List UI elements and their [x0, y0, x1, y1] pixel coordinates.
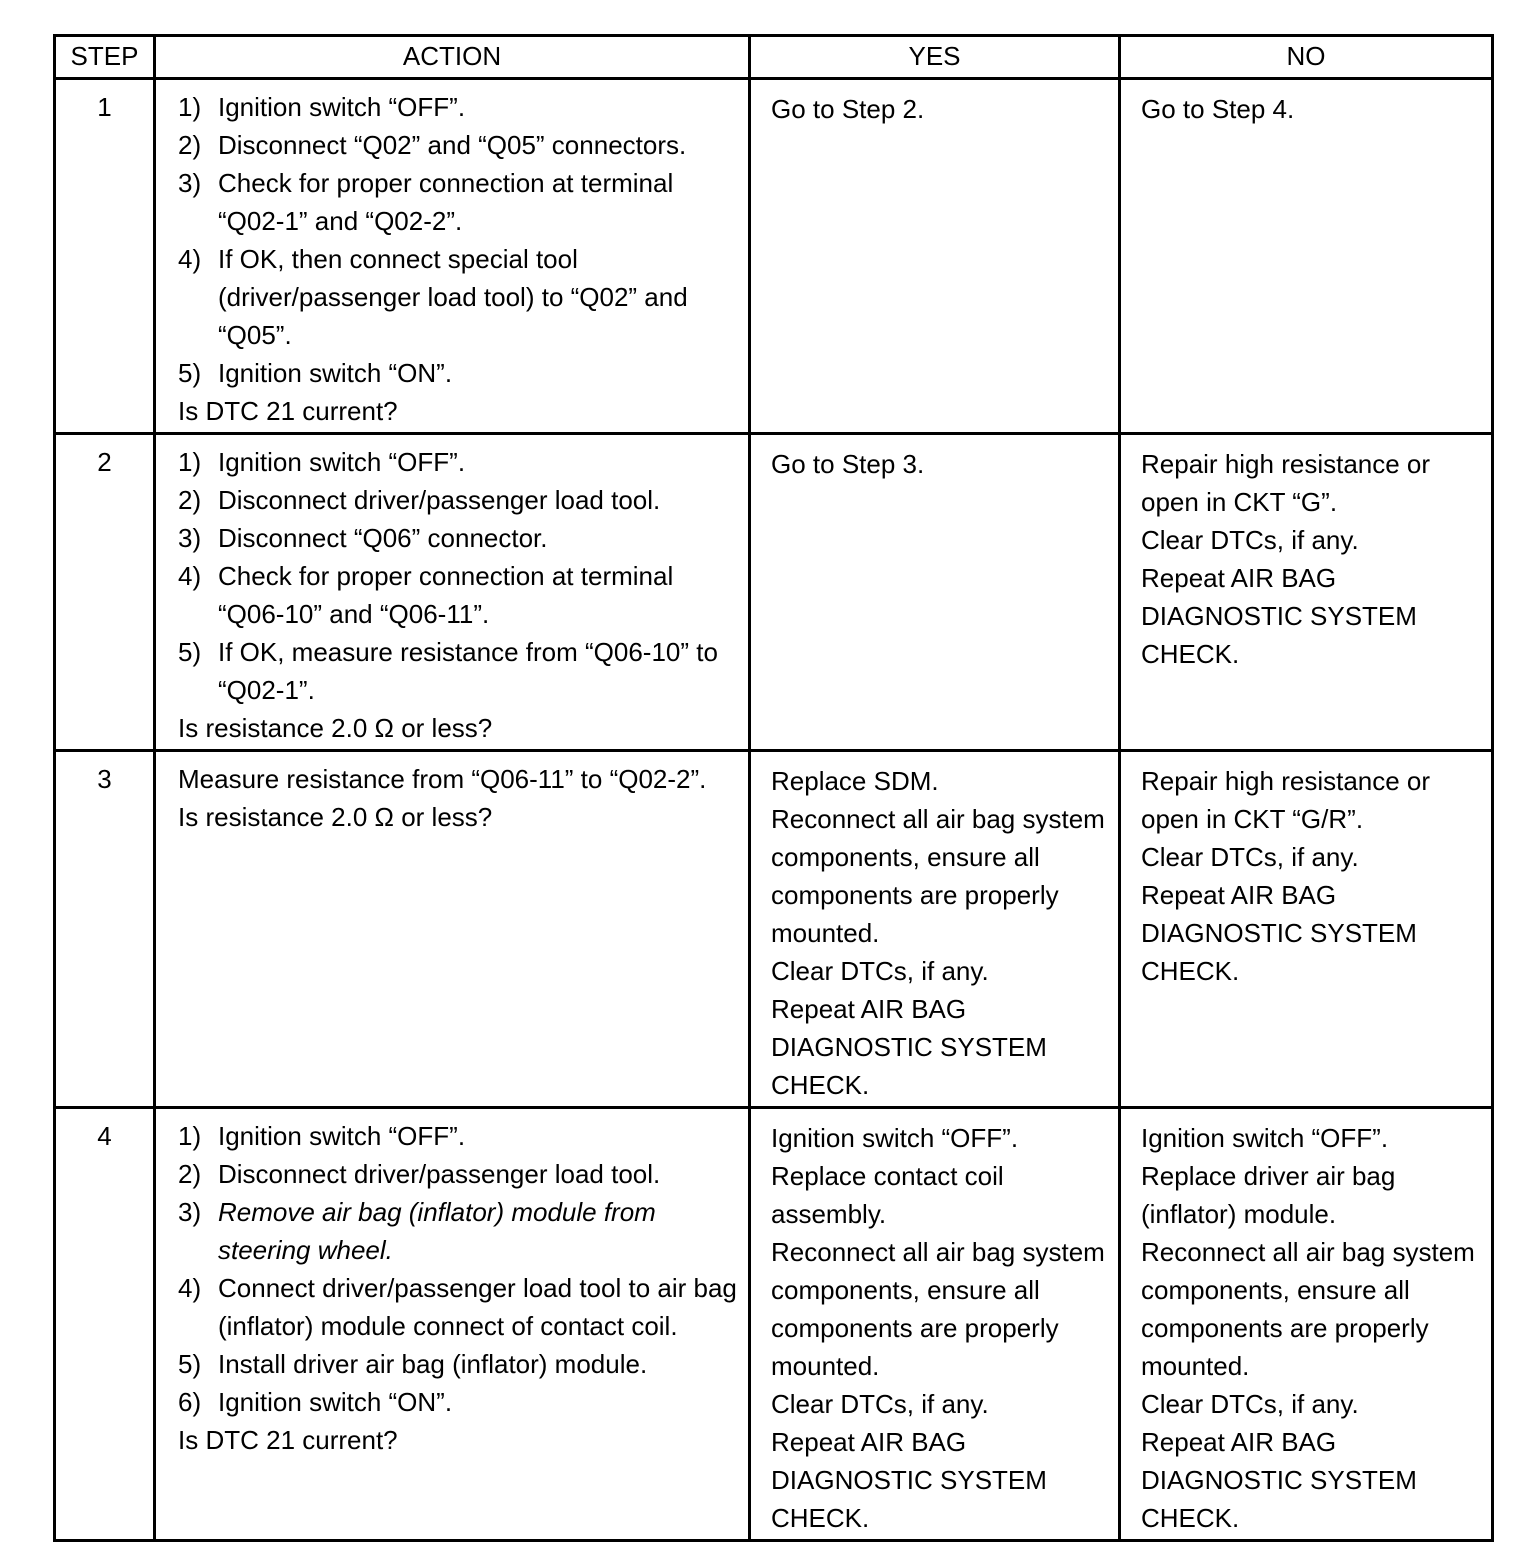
action-question: Is resistance 2.0 Ω or less? — [178, 713, 493, 743]
yes-text: Ignition switch “OFF”. — [771, 1123, 1019, 1153]
header-no: NO — [1120, 36, 1493, 79]
yes-text: Repeat AIR BAG DIAGNOSTIC SYSTEM CHECK. — [771, 994, 1047, 1100]
action-cell — [155, 434, 750, 751]
action-item: 4) Connect driver/passenger load tool to air bag (inflator) module connect of contact coil. — [178, 1273, 737, 1341]
action-cell — [155, 751, 750, 1108]
action-cell — [155, 1108, 750, 1541]
header-row — [55, 36, 1493, 79]
yes-text: Repeat AIR BAG DIAGNOSTIC SYSTEM CHECK. — [771, 1427, 1047, 1533]
yes-text: Clear DTCs, if any. — [771, 956, 989, 986]
action-item: 5) Install driver air bag (inflator) module. — [178, 1349, 648, 1379]
action-question: Is DTC 21 current? — [178, 1425, 398, 1455]
no-cell — [1120, 434, 1493, 751]
action-item: 5) If OK, measure resistance from “Q06-10” to “Q02-1”. — [178, 637, 718, 705]
action-list — [178, 443, 740, 709]
action-item: 2) Disconnect driver/passenger load tool. — [178, 1159, 661, 1189]
action-text: Measure resistance from “Q06-11” to “Q02-2”. — [178, 764, 707, 794]
yes-text: Clear DTCs, if any. — [771, 1389, 989, 1419]
yes-cell — [750, 751, 1120, 1108]
yes-text: Go to Step 3. — [771, 449, 925, 479]
no-text: Reconnect all air bag system components, ensure all components are properly mounted. — [1141, 1237, 1475, 1381]
yes-cell — [750, 79, 1120, 434]
yes-text: Reconnect all air bag system components, ensure all components are properly mounted. — [771, 804, 1105, 948]
header-step: STEP — [55, 36, 155, 79]
action-item: 2) Disconnect “Q02” and “Q05” connectors. — [178, 130, 687, 160]
no-text: Replace driver air bag (inflator) module. — [1141, 1161, 1396, 1229]
table-row-step-1 — [55, 79, 1493, 434]
no-text: Repair high resistance or open in CKT “G/R”. — [1141, 766, 1431, 834]
no-text: Repeat AIR BAG DIAGNOSTIC SYSTEM CHECK. — [1141, 1427, 1417, 1533]
action-item: 4) Check for proper connection at terminal “Q06-10” and “Q06-11”. — [178, 561, 674, 629]
step-number: 4 — [55, 1108, 155, 1541]
header-yes: YES — [750, 36, 1120, 79]
no-text: Ignition switch “OFF”. — [1141, 1123, 1389, 1153]
no-text: Repeat AIR BAG DIAGNOSTIC SYSTEM CHECK. — [1141, 563, 1417, 669]
no-text: Clear DTCs, if any. — [1141, 525, 1359, 555]
action-item: 3) Check for proper connection at terminal “Q02-1” and “Q02-2”. — [178, 168, 674, 236]
step-number: 3 — [55, 751, 155, 1108]
yes-text: Replace contact coil assembly. — [771, 1161, 1004, 1229]
yes-text: Reconnect all air bag system components, ensure all components are properly mounted. — [771, 1237, 1105, 1381]
step-number: 2 — [55, 434, 155, 751]
yes-cell — [750, 1108, 1120, 1541]
action-item: 3) Remove air bag (inflator) module from steering wheel. — [178, 1197, 656, 1265]
action-item: 1) Ignition switch “OFF”. — [178, 92, 466, 122]
diagnostic-table — [53, 34, 1494, 1542]
no-text: Repeat AIR BAG DIAGNOSTIC SYSTEM CHECK. — [1141, 880, 1417, 986]
no-text: Repair high resistance or open in CKT “G”. — [1141, 449, 1431, 517]
action-question: Is DTC 21 current? — [178, 396, 398, 426]
action-item: 6) Ignition switch “ON”. — [178, 1387, 453, 1417]
yes-text: Replace SDM. — [771, 766, 939, 796]
action-item: 2) Disconnect driver/passenger load tool. — [178, 485, 661, 515]
no-text: Clear DTCs, if any. — [1141, 1389, 1359, 1419]
table-row-step-2 — [55, 434, 1493, 751]
no-cell — [1120, 751, 1493, 1108]
action-list — [178, 1117, 740, 1421]
step-number: 1 — [55, 79, 155, 434]
header-action: ACTION — [155, 36, 750, 79]
action-item: 4) If OK, then connect special tool (driver/passenger load tool) to “Q02” and “Q05”. — [178, 244, 688, 350]
action-item: 5) Ignition switch “ON”. — [178, 358, 453, 388]
action-item: 3) Disconnect “Q06” connector. — [178, 523, 548, 553]
no-cell — [1120, 1108, 1493, 1541]
action-question: Is resistance 2.0 Ω or less? — [178, 802, 493, 832]
action-cell — [155, 79, 750, 434]
no-text: Clear DTCs, if any. — [1141, 842, 1359, 872]
yes-cell — [750, 434, 1120, 751]
table-row-step-3 — [55, 751, 1493, 1108]
table-row-step-4 — [55, 1108, 1493, 1541]
yes-text: Go to Step 2. — [771, 94, 925, 124]
action-list — [178, 88, 740, 392]
no-cell — [1120, 79, 1493, 434]
action-item: 1) Ignition switch “OFF”. — [178, 1121, 466, 1151]
no-text: Go to Step 4. — [1141, 94, 1295, 124]
action-item: 1) Ignition switch “OFF”. — [178, 447, 466, 477]
